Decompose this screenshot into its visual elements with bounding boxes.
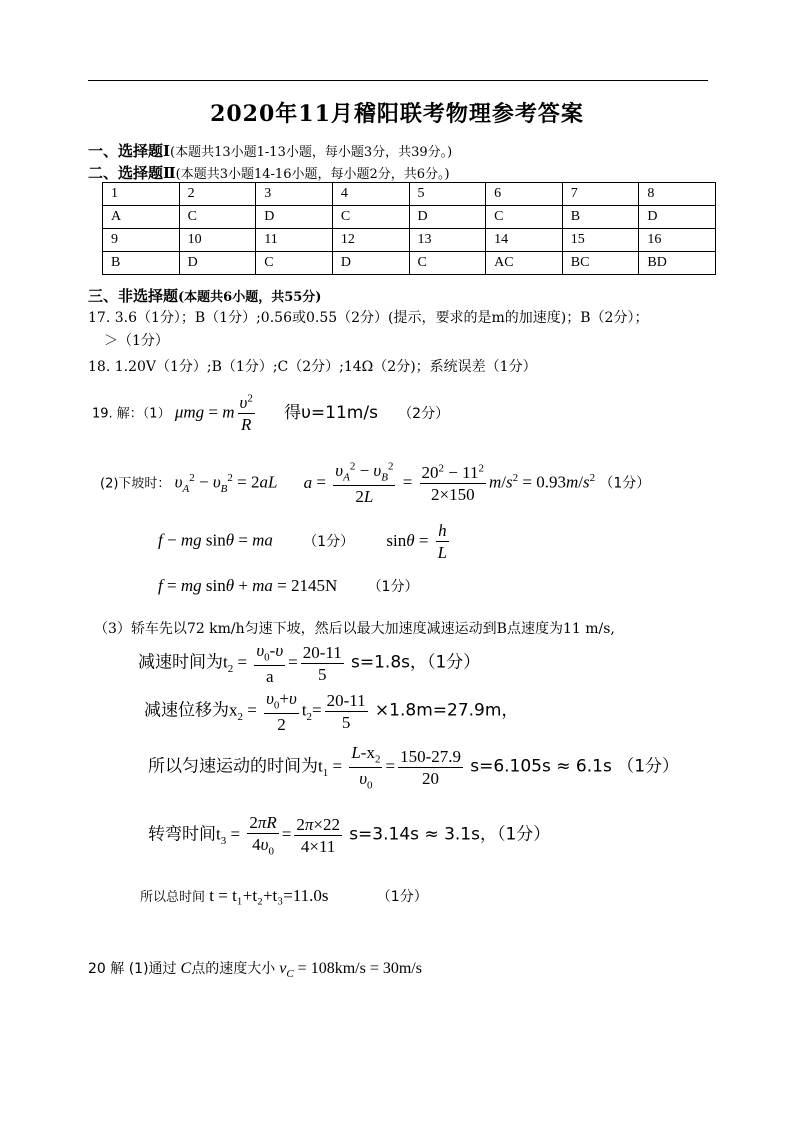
table-cell: D (409, 206, 486, 229)
q19-p2-accel: = 0.93 (522, 472, 566, 492)
table-cell: 7 (562, 183, 639, 206)
table-cell: 13 (409, 229, 486, 252)
q19-p1-result: 得υ=11m/s (284, 402, 378, 423)
q19-part2-accel: (2)下坡时： $\upsilon_A^2 - \upsilon_B^2 = 2aL$ a = $\frac{\upsilon_A^2 - \upsilon_B^2}{2L}$ = $\frac{20^2 - 11^2}{2\times 150}$ $m/s^2 = 0.93m/s^2$ （1分） (100, 460, 651, 507)
table-cell: D (639, 206, 716, 229)
table-cell: BC (562, 252, 639, 275)
q19-part2-force: f = mg sinθ + ma = 2145N （1分） (158, 576, 419, 595)
table-cell: 8 (639, 183, 716, 206)
table-cell: AC (486, 252, 563, 275)
table-cell: 6 (486, 183, 563, 206)
table-cell: 16 (639, 229, 716, 252)
section1-head: 一、选择题Ⅰ (88, 142, 171, 160)
q19-p1-score: （2分） (398, 405, 450, 422)
page-title: 2020年11月稽阳联考物理参考答案 (210, 101, 584, 127)
q19-p3-t2-result: s=1.8s，（1分） (351, 652, 481, 673)
q19-p2-label: (2)下坡时： (100, 476, 171, 492)
section1-line (88, 140, 452, 161)
table-cell: D (179, 252, 256, 275)
q19-p2-force: = 2145N (277, 576, 338, 595)
q19-p3-total-label: 所以总时间 (140, 890, 206, 905)
table-row (103, 252, 716, 275)
q19-p3-total-score: （1分） (376, 889, 428, 905)
table-cell: C (256, 252, 333, 275)
table-cell: 3 (256, 183, 333, 206)
q19-p3-t2: 减速时间为$t_2$ = $\frac{\upsilon_0-\upsilon}{a}$ = $\frac{20-11}{5}$ s=1.8s，（1分） (138, 641, 481, 687)
q19-p3-x2: 减速位移为$x_2$ = $\frac{\upsilon_0+\upsilon}{2}$ $t_2=$ $\frac{20-11}{5}$ ×1.8m=27.9m， (144, 689, 519, 735)
q20-point: C (180, 960, 192, 977)
section2-head: 二、选择题Ⅱ (88, 164, 176, 182)
q19-p3-x2-label: 减速位移为 (144, 700, 229, 721)
table-cell: 10 (179, 229, 256, 252)
q19-p2-score: （1分） (599, 475, 651, 492)
section2-line (88, 162, 450, 183)
section3-line (88, 285, 321, 306)
q19-p3-t3-label: 转弯时间 (148, 824, 216, 845)
table-cell: B (103, 252, 180, 275)
table-row (103, 206, 716, 229)
section3-head: 三、非选择题 (88, 287, 179, 305)
q19-p3-t1-label: 所以匀速运动的时间为 (148, 756, 318, 777)
q19-p2-force-score: （1分） (367, 579, 419, 595)
table-cell: D (256, 206, 333, 229)
q19-p3-total-value: t = t₁+t₂+t₃=11.0s (209, 886, 329, 905)
table-cell: 1 (103, 183, 180, 206)
q19-p3-t2-label: 减速时间为 (138, 652, 223, 673)
q19-p3-t1-result: s=6.105s ≈ 6.1s （1分） (470, 756, 680, 777)
table-cell: 12 (332, 229, 409, 252)
table-row (103, 183, 716, 206)
q19-p3-x2-result: ×1.8m=27.9m， (374, 700, 519, 721)
q20-line: 20 解 (1)通过 C点的速度大小 $v_C = 108km/s = 30m/s$ (88, 960, 422, 981)
table-cell: 2 (179, 183, 256, 206)
q20-formula: = 108km/s = 30m/s (297, 960, 422, 977)
table-cell: C (179, 206, 256, 229)
table-cell: 5 (409, 183, 486, 206)
q19-p2-fric-score: （1分） (303, 533, 355, 550)
header-rule (88, 80, 708, 81)
q18-line: 18. 1.20V（1分）;B（1分）;C（2分）;14Ω（2分)；系统误差（1分） (88, 359, 537, 375)
q20-text: 点的速度大小 (191, 961, 276, 977)
q17-line1: 17. 3.6（1分）；B（1分）;0.56或0.55（2分）(提示，要求的是m的加速度)；B（2分）； (88, 310, 649, 326)
table-cell: 15 (562, 229, 639, 252)
table-cell: C (409, 252, 486, 275)
table-row (103, 229, 716, 252)
q19-p3-total (140, 886, 428, 906)
section1-note: (本题共13小题1-13小题，每小题3分，共39分。) (170, 145, 453, 160)
q19-part1: 19. 解：（1） μmg = m $\frac{\upsilon^2}{R}$ 得υ=11m/s （2分） (92, 392, 450, 435)
table-cell: B (562, 206, 639, 229)
table-cell: D (332, 252, 409, 275)
q19-part2-friction: f − mg sinθ = ma （1分） sinθ = $\frac{h}{L}$ (158, 521, 448, 563)
table-cell: BD (639, 252, 716, 275)
section2-note: (本题共3小题14-16小题，每小题2分，共6分。) (175, 167, 450, 182)
table-cell: C (332, 206, 409, 229)
q20-label: 20 解 (1)通过 (88, 961, 177, 977)
q19-p3-t3-result: s=3.14s ≈ 3.1s，（1分） (349, 824, 551, 845)
answer-table (102, 182, 716, 275)
table-cell: 11 (256, 229, 333, 252)
section3-note: (本题共6小题，共55分) (178, 290, 322, 305)
table-cell: 9 (103, 229, 180, 252)
table-cell: A (103, 206, 180, 229)
table-cell: C (486, 206, 563, 229)
q19-label: 19. 解：（1） (92, 406, 171, 422)
q19-p3-t1: 所以匀速运动的时间为$t_1$ = $\frac{L-x_2}{\upsilon_0}$ = $\frac{150-27.9}{20}$ s=6.105s ≈ 6.1s （1分） (148, 743, 680, 792)
q19-p3-t3: 转弯时间$t_3$ = $\frac{2\pi R}{4\upsilon_0}$ = $\frac{2\pi\times 22}{4\times 11}$ s=3.14s ≈ 3.1s，（1分） (148, 813, 551, 858)
table-cell: 14 (486, 229, 563, 252)
q17-line2: ＞（1分） (104, 333, 169, 349)
q19-p3-intro: （3）轿车先以72 km/h匀速下坡，然后以最大加速度减速运动到B点速度为11 m/s, (94, 621, 615, 637)
table-cell: 4 (332, 183, 409, 206)
